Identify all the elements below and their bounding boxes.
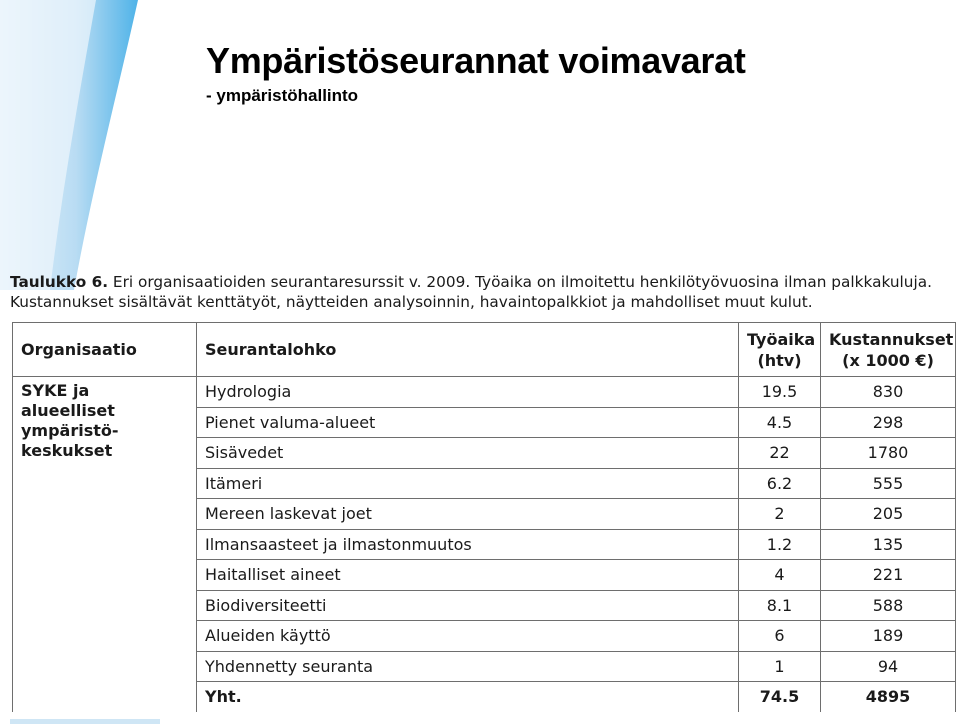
- row-name: Yhdennetty seuranta: [197, 651, 739, 682]
- header-kustannukset: [821, 323, 956, 377]
- row-kustannukset: 1780: [821, 438, 956, 469]
- header-organisaatio: Organisaatio: [13, 323, 197, 377]
- row-kustannukset: 221: [821, 560, 956, 591]
- row-tyoaika: 1.2: [739, 529, 821, 560]
- row-name: Haitalliset aineet: [197, 560, 739, 591]
- row-kustannukset: 135: [821, 529, 956, 560]
- organization-cell: [13, 377, 197, 713]
- slide-subtitle: - ympäristöhallinto: [206, 86, 359, 105]
- row-name: Hydrologia: [197, 377, 739, 408]
- total-label: Yht.: [197, 682, 739, 713]
- header-tyoaika-line2: (htv): [757, 350, 802, 370]
- organization-line: SYKE ja alueelliset: [21, 381, 115, 420]
- row-kustannukset: 830: [821, 377, 956, 408]
- row-name: Ilmansaasteet ja ilmastonmuutos: [197, 529, 739, 560]
- row-tyoaika: 4.5: [739, 407, 821, 438]
- table-header-row: [13, 323, 956, 377]
- row-kustannukset: 94: [821, 651, 956, 682]
- total-tyoaika: 74.5: [739, 682, 821, 713]
- row-name: Pienet valuma-alueet: [197, 407, 739, 438]
- organization-line: ympäristö-: [21, 421, 119, 440]
- slide-title: Ympäristöseurannat voimavarat: [206, 40, 746, 81]
- row-kustannukset: 588: [821, 590, 956, 621]
- header-tyoaika: [739, 323, 821, 377]
- caption-text: Eri organisaatioiden seurantaresurssit v. 2009. Työaika on ilmoitettu henkilötyövuosina ilman palkkakuluja. Kustannukset sisältävät kenttätyöt, näytteiden analysoinnin, havaintopalkkiot ja mahdolliset muut kulut.: [10, 273, 932, 311]
- table-caption: [10, 272, 956, 312]
- row-kustannukset: 555: [821, 468, 956, 499]
- row-name: Alueiden käyttö: [197, 621, 739, 652]
- organization-line: keskukset: [21, 441, 113, 460]
- header-tyoaika-line1: Työaika: [747, 329, 816, 349]
- row-kustannukset: 298: [821, 407, 956, 438]
- decorative-curve-band: [0, 0, 140, 290]
- row-name: Mereen laskevat joet: [197, 499, 739, 530]
- table-row: [13, 377, 956, 408]
- total-kustannukset: 4895: [821, 682, 956, 713]
- caption-label: Taulukko 6.: [10, 273, 109, 291]
- row-name: Sisävedet: [197, 438, 739, 469]
- row-tyoaika: 22: [739, 438, 821, 469]
- row-tyoaika: 4: [739, 560, 821, 591]
- row-kustannukset: 205: [821, 499, 956, 530]
- row-tyoaika: 19.5: [739, 377, 821, 408]
- header-kustannukset-line2: (x 1000 €): [842, 350, 934, 370]
- row-name: Biodiversiteetti: [197, 590, 739, 621]
- monitoring-resources-table: [12, 322, 956, 713]
- row-name: Itämeri: [197, 468, 739, 499]
- row-tyoaika: 8.1: [739, 590, 821, 621]
- slide-bottom-strip: [0, 712, 960, 724]
- row-tyoaika: 6: [739, 621, 821, 652]
- header-seurantalohko: Seurantalohko: [197, 323, 739, 377]
- header-kustannukset-line1: Kustannukset: [829, 329, 954, 349]
- row-tyoaika: 2: [739, 499, 821, 530]
- row-tyoaika: 6.2: [739, 468, 821, 499]
- row-tyoaika: 1: [739, 651, 821, 682]
- row-kustannukset: 189: [821, 621, 956, 652]
